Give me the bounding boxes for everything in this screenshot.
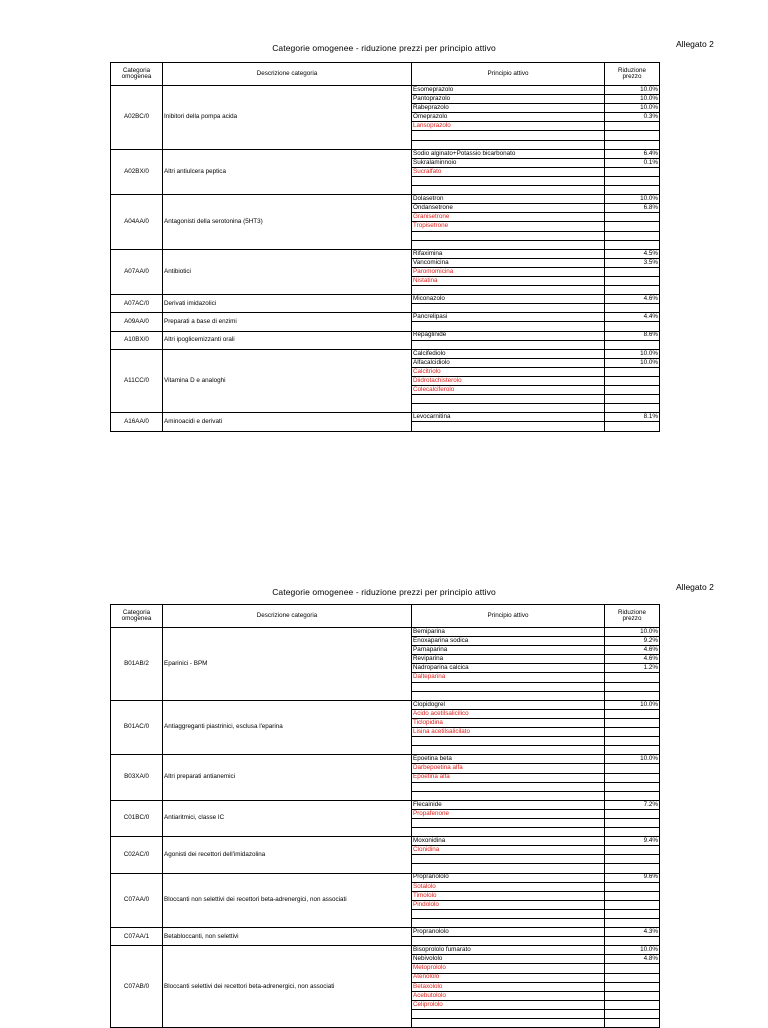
active-ingredient <box>412 937 605 946</box>
active-ingredient: Darbepoetina alfa <box>412 764 605 773</box>
active-ingredient <box>412 404 605 413</box>
price-reduction <box>605 682 660 691</box>
price-reduction <box>605 340 660 349</box>
price-reduction: 1.2% <box>605 664 660 673</box>
category-description: Bloccanti selettivi dei recettori beta-adrenergici, non associati <box>163 946 412 1028</box>
active-ingredient: Ondansetrone <box>412 204 605 213</box>
active-ingredient: Propranololo <box>412 928 605 937</box>
category-description: Bloccanti non selettivi dei recettori beta-adrenergici, non associati <box>163 873 412 928</box>
price-reduction <box>605 864 660 873</box>
active-ingredient: Pancrelipasi <box>412 313 605 322</box>
allegato-label: Allegato 2 <box>676 582 714 592</box>
category-description: Antiaritmici, classe IC <box>163 800 412 836</box>
price-reduction: 9.6% <box>605 873 660 882</box>
header-descrizione: Descrizione categoria <box>163 605 412 628</box>
price-reduction: 10.0% <box>605 358 660 367</box>
table-row <box>111 628 660 637</box>
price-reduction <box>605 304 660 313</box>
price-reduction <box>605 809 660 818</box>
category-code: C07AA/1 <box>111 928 163 946</box>
category-description: Agonisti dei recettori dell'imidazolina <box>163 837 412 873</box>
price-reduction: 8.6% <box>605 331 660 340</box>
header-categoria: Categoria omogenea <box>111 605 163 628</box>
active-ingredient: Enoxaparina sodica <box>412 637 605 646</box>
price-reduction <box>605 167 660 176</box>
category-code: A02BX/0 <box>111 149 163 194</box>
price-reduction <box>605 1009 660 1018</box>
price-reduction: 4.6% <box>605 295 660 304</box>
table-row <box>111 249 660 258</box>
active-ingredient: Tropisetrone <box>412 222 605 231</box>
category-code: A16AA/0 <box>111 413 163 431</box>
active-ingredient: Moxonidina <box>412 837 605 846</box>
price-reduction <box>605 782 660 791</box>
active-ingredient: Lisina acetilsalicilato <box>412 728 605 737</box>
table-row <box>111 946 660 955</box>
active-ingredient: Timololo <box>412 891 605 900</box>
price-reduction <box>605 846 660 855</box>
active-ingredient: Propafenone <box>412 809 605 818</box>
active-ingredient: Sodio alginato+Potassio bicarbonato <box>412 149 605 158</box>
price-reduction: 3.5% <box>605 258 660 267</box>
price-reduction: 4.5% <box>605 249 660 258</box>
price-reduction <box>605 991 660 1000</box>
active-ingredient: Colecalciferolo <box>412 386 605 395</box>
category-code: A11CC/0 <box>111 349 163 413</box>
category-code: A07AA/0 <box>111 249 163 294</box>
active-ingredient <box>412 131 605 140</box>
price-reduction: 9.4% <box>605 837 660 846</box>
active-ingredient: Calcitriolo <box>412 367 605 376</box>
active-ingredient <box>412 737 605 746</box>
price-reduction: 8.1% <box>605 413 660 422</box>
table-row <box>111 873 660 882</box>
active-ingredient: Betaxololo <box>412 982 605 991</box>
category-code: B03XA/0 <box>111 755 163 800</box>
table-row <box>111 349 660 358</box>
active-ingredient <box>412 240 605 249</box>
price-reduction <box>605 267 660 276</box>
price-reduction <box>605 828 660 837</box>
active-ingredient: Dolasetron <box>412 195 605 204</box>
active-ingredient <box>412 322 605 331</box>
active-ingredient: Paromomicina <box>412 267 605 276</box>
header-riduzione: Riduzione prezzo <box>605 63 660 86</box>
table-row <box>111 149 660 158</box>
active-ingredient: Ticlopidina <box>412 718 605 727</box>
active-ingredient: Epoetina alfa <box>412 773 605 782</box>
price-reduction: 0.3% <box>605 113 660 122</box>
category-description: Betabloccanti, non selettivi <box>163 928 412 946</box>
price-reduction: 4.8% <box>605 955 660 964</box>
category-code: C01BC/0 <box>111 800 163 836</box>
active-ingredient: Flecainide <box>412 800 605 809</box>
active-ingredient <box>412 682 605 691</box>
active-ingredient <box>412 340 605 349</box>
active-ingredient: Repaglinide <box>412 331 605 340</box>
active-ingredient <box>412 304 605 313</box>
active-ingredient: Nadroparina calcica <box>412 664 605 673</box>
price-reduction <box>605 818 660 827</box>
price-reduction: 6.8% <box>605 204 660 213</box>
price-reduction: 4.6% <box>605 646 660 655</box>
category-description: Preparati a base di enzimi <box>163 313 412 331</box>
price-reduction <box>605 973 660 982</box>
active-ingredient: Nebivololo <box>412 955 605 964</box>
allegato-label: Allegato 2 <box>676 39 714 49</box>
price-reduction <box>605 395 660 404</box>
price-reduction <box>605 231 660 240</box>
category-code: A10BX/0 <box>111 331 163 349</box>
active-ingredient <box>412 231 605 240</box>
active-ingredient <box>412 140 605 149</box>
category-description: Derivati imidazolici <box>163 295 412 313</box>
category-description: Altri antiulcera peptica <box>163 149 412 194</box>
price-reduction-table <box>110 604 660 1028</box>
category-code: B01AC/0 <box>111 700 163 755</box>
price-reduction <box>605 176 660 185</box>
active-ingredient <box>412 855 605 864</box>
active-ingredient: Rabeprazolo <box>412 104 605 113</box>
active-ingredient <box>412 818 605 827</box>
price-reduction <box>605 131 660 140</box>
active-ingredient: Rifaximina <box>412 249 605 258</box>
price-reduction: 10.0% <box>605 755 660 764</box>
active-ingredient: Atenololo <box>412 973 605 982</box>
price-reduction <box>605 1019 660 1028</box>
category-code: B01AB/2 <box>111 628 163 701</box>
table-row <box>111 755 660 764</box>
price-reduction-table <box>110 62 660 432</box>
active-ingredient <box>412 176 605 185</box>
table-row <box>111 313 660 322</box>
header-categoria: Categoria omogenea <box>111 63 163 86</box>
active-ingredient: Nistatina <box>412 276 605 285</box>
price-reduction: 0.1% <box>605 158 660 167</box>
price-reduction <box>605 855 660 864</box>
price-reduction: 10.0% <box>605 628 660 637</box>
active-ingredient <box>412 919 605 928</box>
active-ingredient: Vancomicina <box>412 258 605 267</box>
header-principio: Principio attivo <box>412 63 605 86</box>
table-header-row <box>111 63 660 86</box>
table-row <box>111 928 660 937</box>
price-reduction: 4.3% <box>605 928 660 937</box>
price-reduction <box>605 882 660 891</box>
price-reduction: 10.0% <box>605 86 660 95</box>
price-reduction: 4.6% <box>605 655 660 664</box>
category-code: C07AA/0 <box>111 873 163 928</box>
active-ingredient: Acebutololo <box>412 991 605 1000</box>
price-reduction <box>605 891 660 900</box>
header-riduzione: Riduzione prezzo <box>605 605 660 628</box>
active-ingredient <box>412 909 605 918</box>
category-description: Eparinici - BPM <box>163 628 412 701</box>
active-ingredient <box>412 286 605 295</box>
active-ingredient <box>412 691 605 700</box>
active-ingredient: Sotalolo <box>412 882 605 891</box>
price-reduction <box>605 122 660 131</box>
active-ingredient: Metoprololo <box>412 964 605 973</box>
active-ingredient: Sukralaminnoio <box>412 158 605 167</box>
active-ingredient: Bisoprololo fumarato <box>412 946 605 955</box>
active-ingredient <box>412 782 605 791</box>
price-reduction <box>605 276 660 285</box>
price-reduction: 9.2% <box>605 637 660 646</box>
category-code: A04AA/0 <box>111 195 163 250</box>
price-reduction: 10.0% <box>605 946 660 955</box>
price-reduction <box>605 240 660 249</box>
price-reduction <box>605 919 660 928</box>
price-reduction <box>605 746 660 755</box>
category-description: Antibiotici <box>163 249 412 294</box>
table-row <box>111 700 660 709</box>
category-description: Altri preparati antianemici <box>163 755 412 800</box>
price-reduction <box>605 791 660 800</box>
price-reduction <box>605 737 660 746</box>
active-ingredient: Lansoprazolo <box>412 122 605 131</box>
price-reduction <box>605 386 660 395</box>
active-ingredient: Omeprazolo <box>412 113 605 122</box>
price-reduction: 4.4% <box>605 313 660 322</box>
price-reduction <box>605 673 660 682</box>
price-reduction <box>605 900 660 909</box>
category-description: Altri ipoglicemizzanti orali <box>163 331 412 349</box>
category-description: Inibitori della pompa acida <box>163 86 412 150</box>
page-title: Categorie omogenee - riduzione prezzi per principio attivo <box>272 43 496 53</box>
active-ingredient <box>412 186 605 195</box>
category-description: Vitamina D e analoghi <box>163 349 412 413</box>
active-ingredient: Pindololo <box>412 900 605 909</box>
active-ingredient: Granisetrone <box>412 213 605 222</box>
table-row <box>111 86 660 95</box>
category-code: A07AC/0 <box>111 295 163 313</box>
category-code: C07AB/0 <box>111 946 163 1028</box>
active-ingredient: Parnaparina <box>412 646 605 655</box>
header-principio: Principio attivo <box>412 605 605 628</box>
category-description: Antagonisti della serotonina (5HT3) <box>163 195 412 250</box>
active-ingredient: Dalteparina <box>412 673 605 682</box>
category-code: A09AA/0 <box>111 313 163 331</box>
price-reduction: 10.0% <box>605 195 660 204</box>
active-ingredient <box>412 1019 605 1028</box>
table-header-row <box>111 605 660 628</box>
active-ingredient <box>412 1009 605 1018</box>
price-reduction <box>605 773 660 782</box>
table-row <box>111 413 660 422</box>
category-code: A02BC/0 <box>111 86 163 150</box>
active-ingredient: Epoetina beta <box>412 755 605 764</box>
table-row <box>111 331 660 340</box>
active-ingredient: Miconazolo <box>412 295 605 304</box>
price-reduction: 10.0% <box>605 104 660 113</box>
table-row <box>111 295 660 304</box>
header-descrizione: Descrizione categoria <box>163 63 412 86</box>
table-row <box>111 800 660 809</box>
price-reduction: 10.0% <box>605 349 660 358</box>
price-reduction <box>605 404 660 413</box>
active-ingredient: Alfacalcidiolo <box>412 358 605 367</box>
price-reduction <box>605 709 660 718</box>
active-ingredient: Reviparina <box>412 655 605 664</box>
active-ingredient: Pantoprazolo <box>412 95 605 104</box>
price-reduction <box>605 322 660 331</box>
active-ingredient <box>412 791 605 800</box>
table-row <box>111 195 660 204</box>
price-reduction <box>605 377 660 386</box>
price-reduction <box>605 964 660 973</box>
price-reduction <box>605 764 660 773</box>
price-reduction <box>605 1000 660 1009</box>
active-ingredient <box>412 828 605 837</box>
price-reduction <box>605 222 660 231</box>
active-ingredient <box>412 422 605 431</box>
active-ingredient: Celiprololo <box>412 1000 605 1009</box>
category-description: Aminoacidi e derivati <box>163 413 412 431</box>
active-ingredient <box>412 746 605 755</box>
price-reduction <box>605 213 660 222</box>
active-ingredient <box>412 864 605 873</box>
price-reduction: 10.0% <box>605 700 660 709</box>
price-reduction <box>605 718 660 727</box>
price-reduction: 7.2% <box>605 800 660 809</box>
price-reduction <box>605 982 660 991</box>
page-title: Categorie omogenee - riduzione prezzi per principio attivo <box>272 587 496 597</box>
price-reduction <box>605 186 660 195</box>
active-ingredient: Sucralfato <box>412 167 605 176</box>
active-ingredient <box>412 395 605 404</box>
price-reduction <box>605 286 660 295</box>
price-reduction <box>605 422 660 431</box>
active-ingredient: Clonidina <box>412 846 605 855</box>
active-ingredient: Propranololo <box>412 873 605 882</box>
active-ingredient: Calcifediolo <box>412 349 605 358</box>
table-row <box>111 837 660 846</box>
price-reduction <box>605 140 660 149</box>
price-reduction <box>605 937 660 946</box>
category-code: C02AC/0 <box>111 837 163 873</box>
active-ingredient: Diidrotachisterolo <box>412 377 605 386</box>
active-ingredient: Clopidogrel <box>412 700 605 709</box>
price-reduction <box>605 728 660 737</box>
active-ingredient: Acido acetilsalicilico <box>412 709 605 718</box>
active-ingredient: Levocarnitina <box>412 413 605 422</box>
price-reduction: 10.0% <box>605 95 660 104</box>
active-ingredient: Esomeprazolo <box>412 86 605 95</box>
price-reduction <box>605 367 660 376</box>
price-reduction: 6.4% <box>605 149 660 158</box>
price-reduction <box>605 691 660 700</box>
active-ingredient: Bemiparina <box>412 628 605 637</box>
price-reduction <box>605 909 660 918</box>
category-description: Antiaggreganti piastrinici, esclusa l'eparina <box>163 700 412 755</box>
